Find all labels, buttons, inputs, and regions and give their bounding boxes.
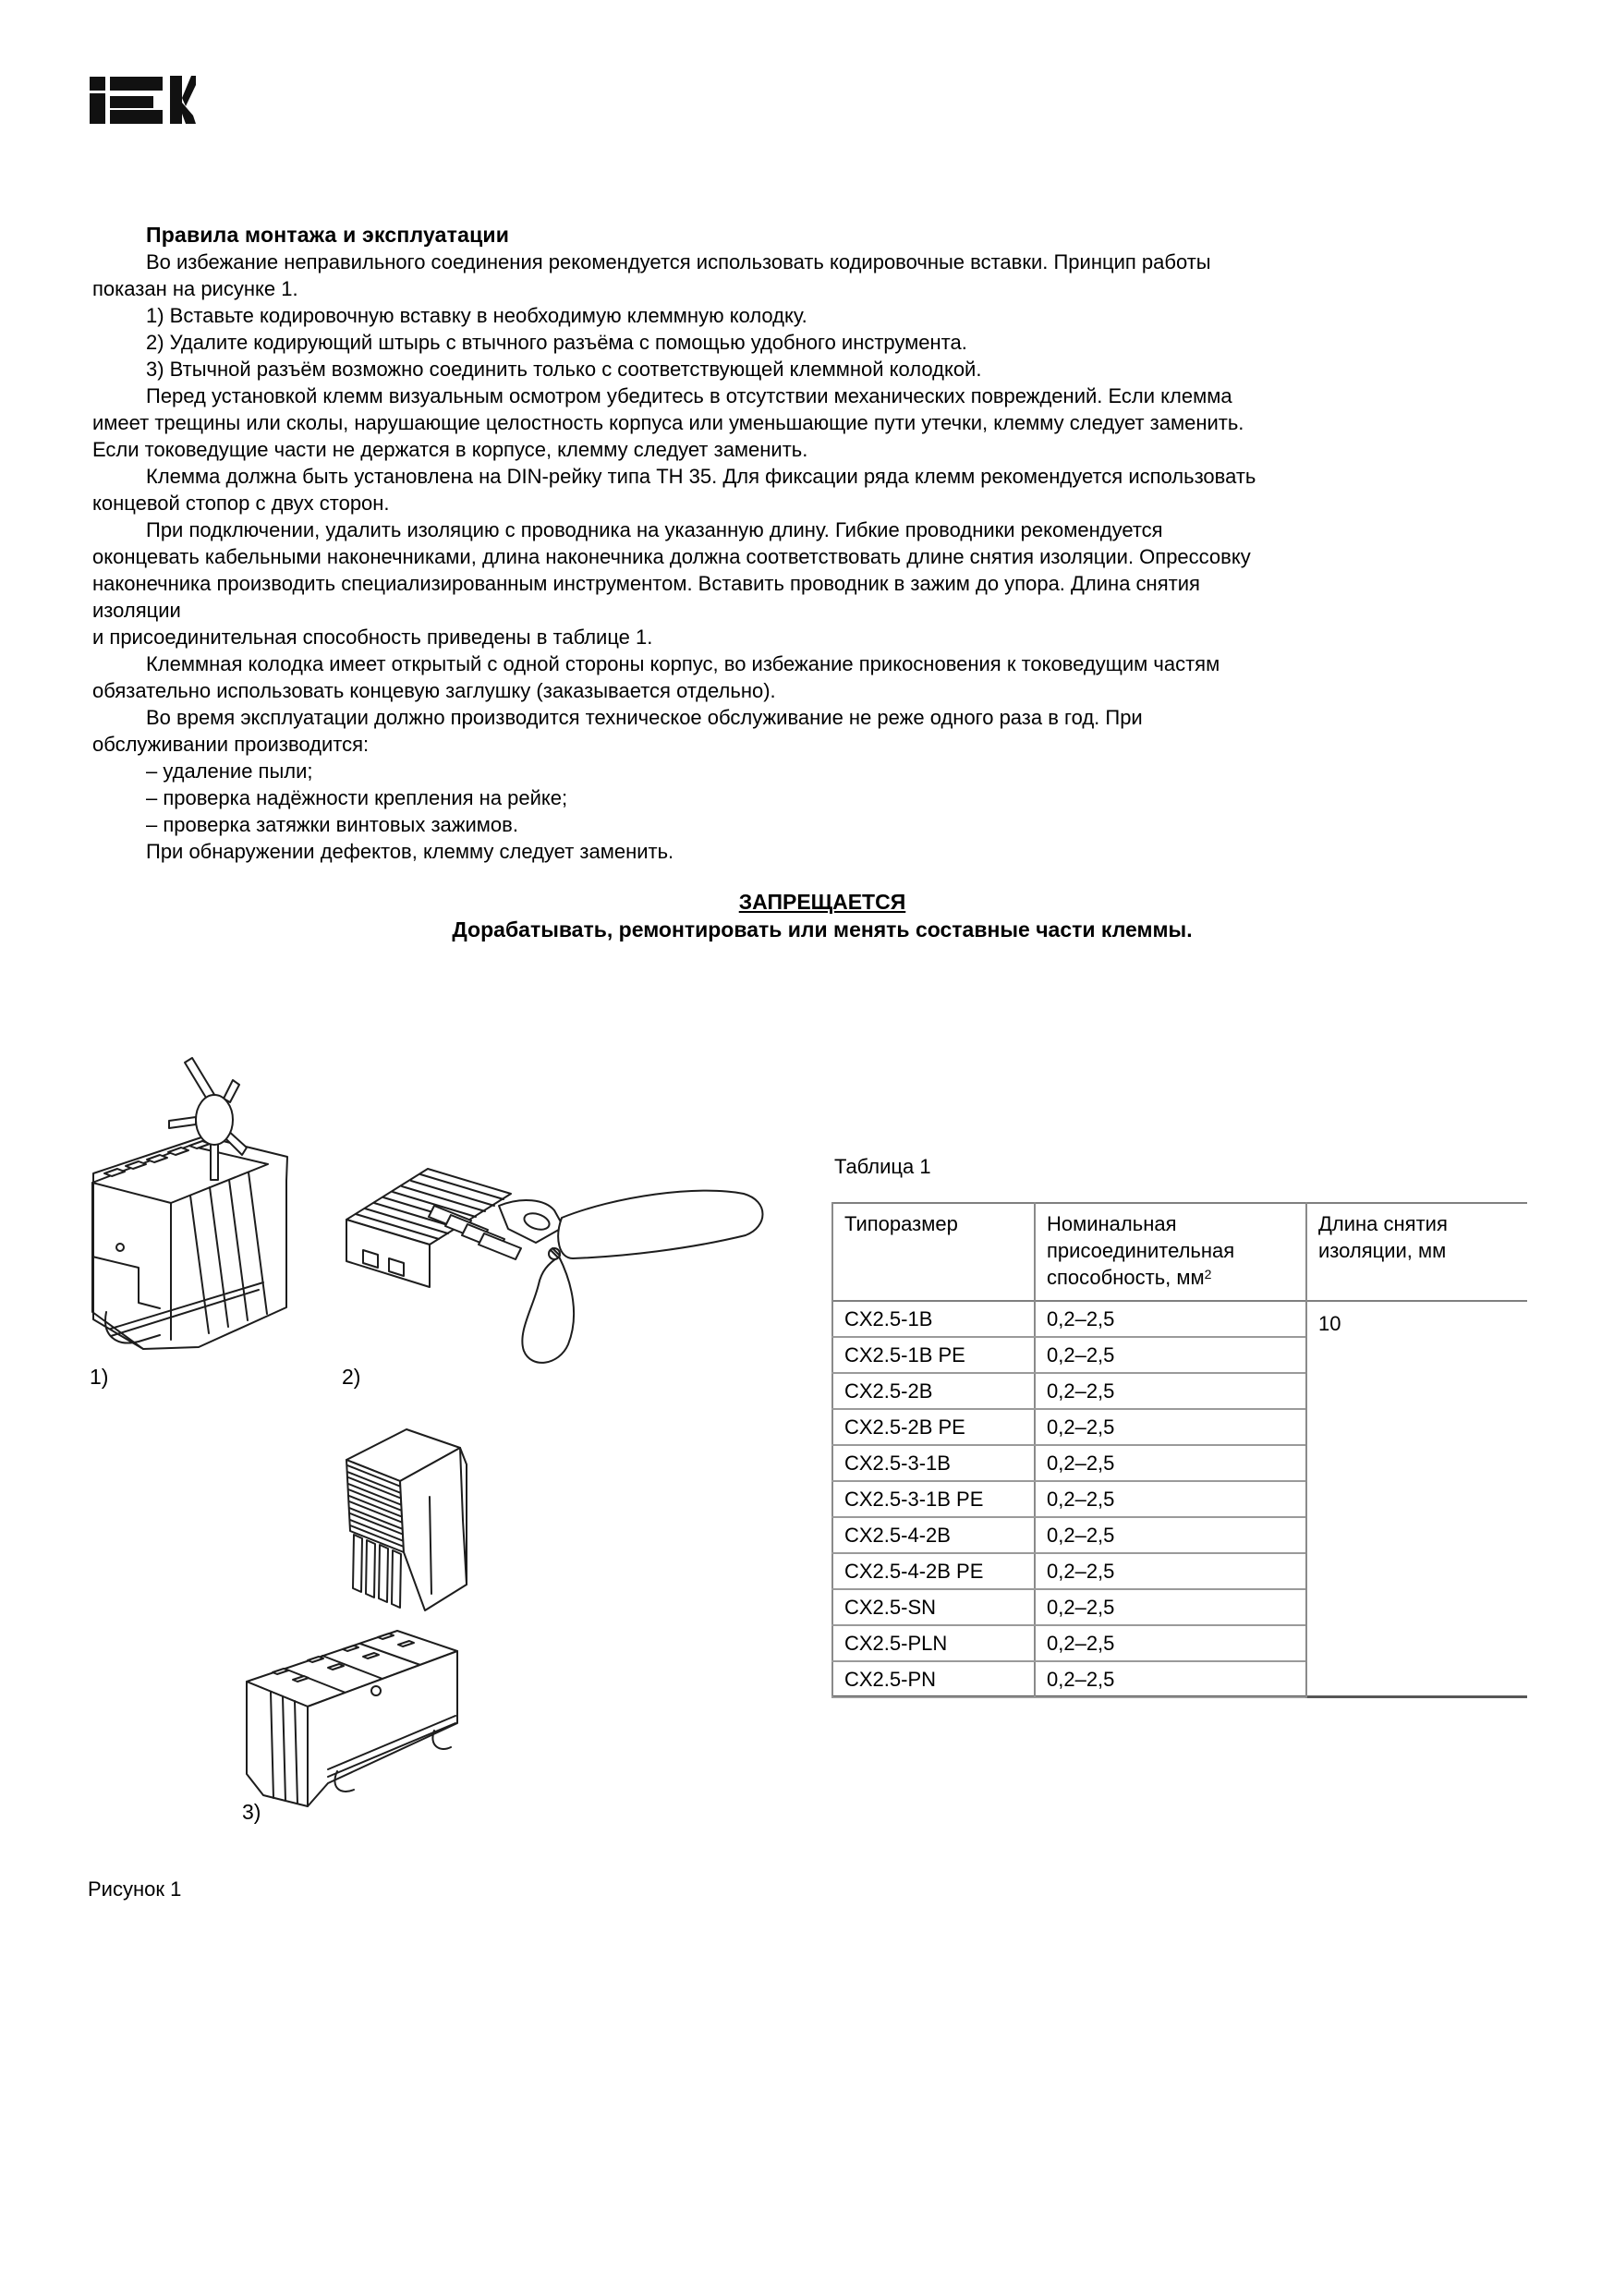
cell-type: CX2.5-4-2B [844, 1524, 951, 1547]
cell-capacity: 0,2–2,5 [1047, 1560, 1115, 1583]
text-line: Клемма должна быть установлена на DIN-рейку типа ТН 35. Для фиксации ряда клемм рекомендуется использовать [146, 465, 1256, 488]
prohibited-text: Дорабатывать, ремонтировать или менять составные части клеммы. [452, 917, 1193, 941]
cell-type: CX2.5-4-2B PE [844, 1560, 984, 1583]
figure-pliers-remove-pin [337, 1118, 781, 1372]
table-row [831, 1374, 1305, 1410]
text-line: – проверка надёжности крепления на рейке; [146, 786, 568, 809]
cell-capacity: 0,2–2,5 [1047, 1632, 1115, 1655]
table-row [831, 1626, 1305, 1662]
text-line: Если токоведущие части не держатся в корпусе, клемму следует заменить. [92, 438, 808, 461]
text-line: При подключении, удалить изоляцию с проводника на указанную длину. Гибкие проводники рекомендуется [146, 518, 1163, 541]
text-line: 2) Удалите кодирующий штырь с втычного разъёма с помощью удобного инструмента. [146, 331, 967, 354]
iek-logo [90, 76, 196, 124]
column-header-capacity-sup: 2 [1204, 1267, 1212, 1282]
cell-capacity: 0,2–2,5 [1047, 1596, 1115, 1619]
text-line: – удаление пыли; [146, 759, 313, 783]
spec-table [831, 1202, 1527, 1698]
prohibited-heading: ЗАПРЕЩАЕТСЯ [738, 890, 906, 914]
cell-type: CX2.5-2B PE [844, 1415, 965, 1439]
cell-capacity: 0,2–2,5 [1047, 1379, 1115, 1403]
text-line: Во время эксплуатации должно производится техническое обслуживание не реже одного раза в год. При [146, 706, 1143, 729]
cell-type: CX2.5-3-1B PE [844, 1488, 984, 1511]
table-body [831, 1302, 1305, 1698]
cell-type: CX2.5-2B [844, 1379, 933, 1403]
table-column-divider-2 [1305, 1202, 1307, 1698]
figure-label-3: 3) [242, 1800, 261, 1824]
text-line: Перед установкой клемм визуальным осмотром убедитесь в отсутствии механических повреждений. Если клемма [146, 384, 1232, 407]
figure-coding-insert [51, 1035, 319, 1358]
terminal-block-drawing [92, 1136, 287, 1349]
text-line: Во избежание неправильного соединения рекомендуется использовать кодировочные вставки. Принцип работы [146, 250, 1211, 273]
table-row [831, 1590, 1305, 1626]
text-line: имеет трещины или сколы, нарушающие целостность корпуса или уменьшающие пути утечки, клемму следует заменить. [92, 411, 1244, 434]
figure-label-1: 1) [90, 1365, 109, 1389]
cell-type: CX2.5-1B [844, 1307, 933, 1330]
lower-terminal-row-drawing [247, 1631, 457, 1806]
table-row [831, 1338, 1305, 1374]
column-header-type-label: Типоразмер [844, 1212, 958, 1235]
column-header-capacity [1047, 1210, 1298, 1291]
text-line: При обнаружении дефектов, клемму следует заменить. [146, 840, 674, 863]
cell-capacity: 0,2–2,5 [1047, 1668, 1115, 1691]
upper-connector-drawing [346, 1429, 467, 1610]
cell-capacity: 0,2–2,5 [1047, 1524, 1115, 1547]
text-line: обслуживании производится: [92, 733, 370, 756]
text-line: 1) Вставьте кодировочную вставку в необходимую клеммную колодку. [146, 304, 807, 327]
table-title: Таблица 1 [834, 1155, 931, 1178]
text-line: показан на рисунке 1. [92, 277, 298, 300]
page-title: Правила монтажа и эксплуатации [146, 223, 510, 247]
text-line: – проверка затяжки винтовых зажимов. [146, 813, 518, 836]
cell-capacity: 0,2–2,5 [1047, 1415, 1115, 1439]
iek-logo-icon [90, 76, 196, 124]
text-line: Клеммная колодка имеет открытый с одной стороны корпус, во избежание прикосновения к токоведущим частям [146, 652, 1220, 675]
cell-type: CX2.5-1B PE [844, 1343, 965, 1367]
figure-caption: Рисунок 1 [88, 1877, 182, 1901]
column-header-strip-length-label: Длина снятия изоляции, мм [1318, 1212, 1448, 1262]
table-row [831, 1482, 1305, 1518]
table-border-top [831, 1202, 1527, 1204]
text-line: 3) Втычной разъём возможно соединить только с соответствующей клеммной колодкой. [146, 358, 982, 381]
plug-connector-drawing [346, 1169, 521, 1287]
cell-type: CX2.5-SN [844, 1596, 937, 1619]
text-line: изоляции [92, 599, 181, 622]
table-row [831, 1554, 1305, 1590]
column-header-capacity-label: Номинальная присоединительная способность, мм [1047, 1212, 1235, 1289]
text-line: наконечника производить специализированным инструментом. Вставить проводник в зажим до упора. Длина снятия [92, 572, 1200, 595]
cell-type: CX2.5-3-1B [844, 1452, 951, 1475]
cell-capacity: 0,2–2,5 [1047, 1343, 1115, 1367]
column-header-strip-length [1318, 1210, 1520, 1264]
text-line: и присоединительная способность приведены в таблице 1. [92, 626, 653, 649]
cell-capacity: 0,2–2,5 [1047, 1307, 1115, 1330]
figure-connector-mating [236, 1409, 476, 1816]
table-row [831, 1302, 1305, 1338]
table-row [831, 1662, 1305, 1698]
body-text [92, 222, 1552, 943]
figure-label-2: 2) [342, 1365, 361, 1389]
cell-type: CX2.5-PN [844, 1668, 937, 1691]
text-line: обязательно использовать концевую заглушку (заказывается отдельно). [92, 679, 776, 702]
column-header-type [844, 1210, 1025, 1237]
table-row [831, 1518, 1305, 1554]
prohibited-block [92, 889, 1552, 943]
text-line: оконцевать кабельными наконечниками, длина наконечника должна соответствовать длине снятия изоляции. Опрессовку [92, 545, 1251, 568]
cell-capacity: 0,2–2,5 [1047, 1488, 1115, 1511]
table-row [831, 1410, 1305, 1446]
cell-capacity: 0,2–2,5 [1047, 1452, 1115, 1475]
table-row [831, 1446, 1305, 1482]
cell-type: CX2.5-PLN [844, 1632, 948, 1655]
text-line: концевой стопор с двух сторон. [92, 492, 390, 515]
cell-strip-length: 10 [1318, 1312, 1341, 1335]
pliers-drawing [499, 1191, 763, 1363]
